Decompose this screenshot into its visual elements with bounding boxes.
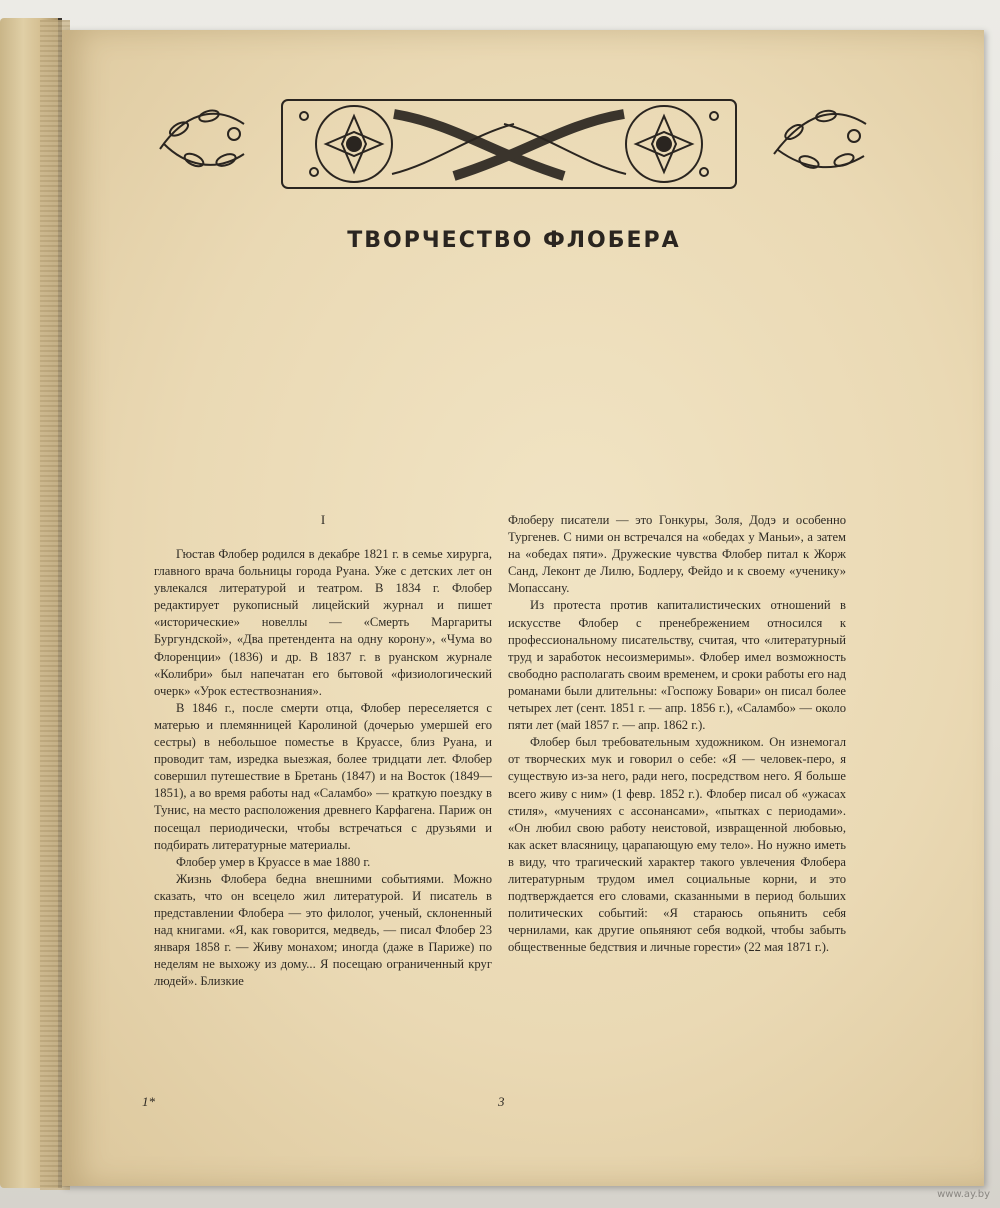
paragraph: В 1846 г., после смерти отца, Флобер переселяется с матерью и племянницей Каролиной (дочерью умершей его сестры) в небольшое поместье в Круассе, близ Руана, и проводит там, изредка выезжая, более тридцати лет. Флобер совершил путешествие в Бретань (1847) и на Восток (1849—1851), а во время работы над «Саламбо» — краткую поездку в Тунис, на место расположения древнего Карфагена. Париж он посещал периодически, чтобы встречаться с друзьями и подбирать литературные материалы. [154, 700, 492, 852]
paragraph: Жизнь Флобера бедна внешними событиями. Можно сказать, что он всецело жил литературой. И писатель в представлении Флобера — это филолог, ученый, склоненный над книгами. «Я, как говорится, медведь, — писал Флобер 23 января 1858 г. — Живу монахом; иногда (даже в Париже) по неделям не выхожу из дому... Я посещаю ограниченный круг людей». Близкие [154, 871, 492, 989]
left-sprig-icon [160, 109, 244, 169]
decorative-headpiece [154, 94, 874, 204]
left-column [154, 546, 492, 990]
page-content [142, 94, 874, 1109]
paragraph: Флобер умер в Круассе в мае 1880 г. [176, 854, 371, 869]
text-columns [154, 512, 914, 1032]
paragraph: Флоберу писатели — это Гонкуры, Золя, Додэ и особенно Тургенев. С ними он встречался на «обедах у Маньи», а затем на «обедах пяти». Дружеские чувства Флобер питал к Жорж Санд, Леконт де Лилю, Бодлеру, Фейдо и к своему «ученику» Мопассану. [508, 513, 846, 596]
right-sprig-icon [774, 109, 866, 170]
watermark: www.ay.by [937, 1189, 990, 1200]
paragraph: Гюстав Флобер родился в декабре 1821 г. в семье хирурга, главного врача больницы города Руана. Уже с детских лет он увлекался литературой и театром. В 1834 г. Флобер редактирует рукописный лицейский журнал и пишет «исторические» новеллы — «Смерть Маргариты Бургундской», «Два претендента на одну корону», «Чума во Флоренции» (1836) и др. В 1837 г. в руанском журнале «Колибри» был напечатан его бытовой «физиологический очерк» «Урок естествознания». [154, 547, 492, 698]
signature-mark: 1* [142, 1094, 155, 1109]
chapter-title: ТВОРЧЕСТВО ФЛОБЕРА [347, 228, 681, 253]
paragraph: Из протеста против капиталистических отношений в искусстве Флобер с пренебрежением относился к профессиональному писательству, считая, что «литературный труд и заработок несоизмеримы». Флобер имел возможность свободно располагать своим временем, и сроки работы его над романами были длительны: «Госпожу Бовари» он писал более четырех лет (сент. 1851 г. — апр. 1856 г.), «Саламбо» — около пяти лет (май 1857 г. — апр. 1862 г.). [508, 598, 846, 733]
book-page [62, 30, 984, 1186]
section-number: I [320, 512, 326, 527]
right-column [508, 512, 846, 956]
central-frieze-icon [282, 100, 736, 188]
paragraph: Флобер был требовательным художником. Он изнемогал от творческих мук и говорил о себе: «Я — человек-перо, я существую из-за него, ради него, посредством него. Я больше всего живу с ним» (1 февр. 1852 г.). Флобер писал об «ужасах стиля», «мучениях с ассонансами», «пытках с периодами». «Он любил свою работу неистовой, извращенной любовью, как аскет власяницу, царапающую ему тело». Но нужно иметь в виду, что трагический характер такого увлечения Флобера литературным трудом имел социальные корни, и это подтверждается его словами, сказанными в период больших политических событий: «Я стараюсь опьянить себя чернилами, как другие опьяняют себя водкой, чтобы забыть общественные бедствия и личные горести» (22 мая 1871 г.). [508, 735, 846, 955]
page-number: 3 [498, 1094, 505, 1109]
